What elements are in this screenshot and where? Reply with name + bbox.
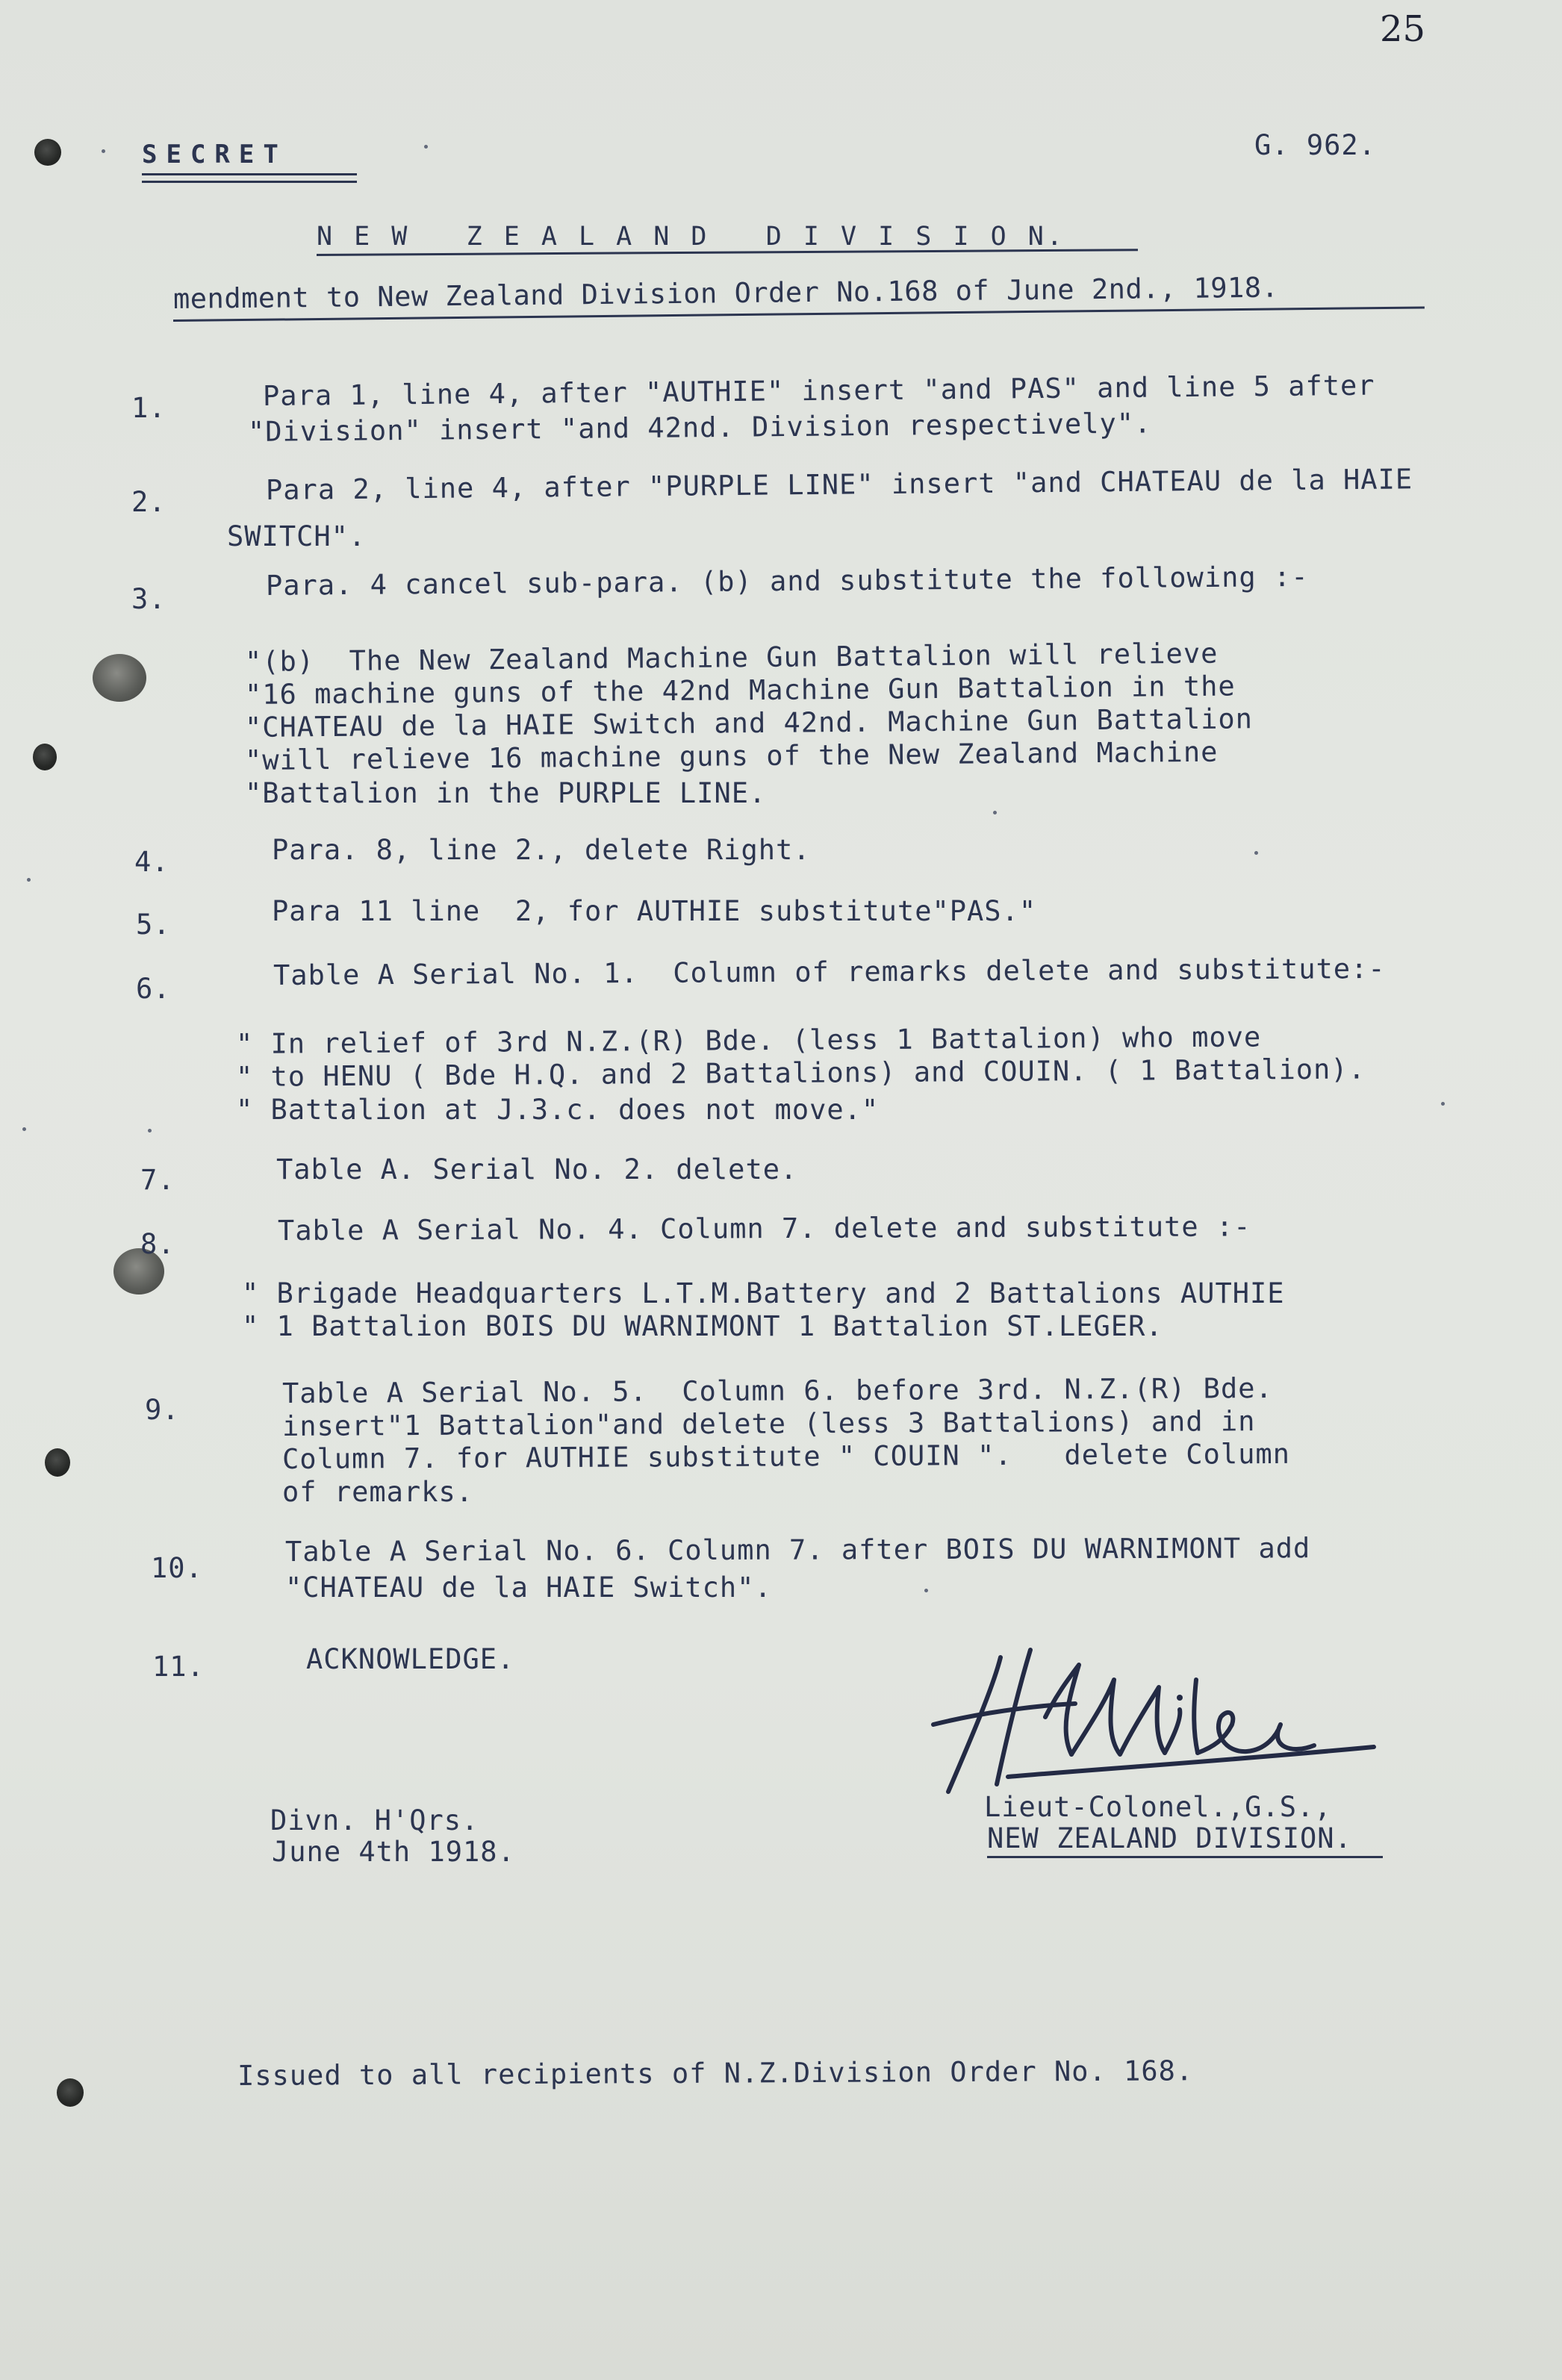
item-number: 7. xyxy=(140,1164,175,1196)
item-number: 10. xyxy=(151,1552,203,1584)
issued-place: Divn. H'Qrs. xyxy=(270,1804,479,1837)
ink-speck xyxy=(1254,851,1258,855)
signatory-unit: NEW ZEALAND DIVISION. xyxy=(987,1822,1352,1854)
handwritten-signature xyxy=(918,1635,1396,1807)
ink-speck xyxy=(924,1589,928,1592)
punch-hole xyxy=(57,2078,84,2107)
item-number: 6. xyxy=(136,973,171,1005)
item-text-line: Table A Serial No. 6. Column 7. after BOIS DU WARNIMONT add xyxy=(284,1532,1311,1568)
item-text-line: Table A Serial No. 4. Column 7. delete and substitute :- xyxy=(277,1210,1251,1247)
classification-label: SECRET xyxy=(142,140,287,169)
quoted-line: "CHATEAU de la HAIE Switch and 42nd. Machine Gun Battalion xyxy=(244,703,1254,744)
reference-number: G. 962. xyxy=(1254,129,1376,161)
item-number: 3. xyxy=(131,583,167,615)
quoted-line: " 1 Battalion BOIS DU WARNIMONT 1 Battalion ST.LEGER. xyxy=(242,1310,1163,1342)
item-text-line: Table A Serial No. 1. Column of remarks delete and substitute:- xyxy=(273,952,1386,991)
ink-speck xyxy=(27,878,31,882)
item-number: 9. xyxy=(145,1394,180,1426)
item-number: 4. xyxy=(134,846,169,878)
item-text-line: Table A. Serial No. 2. delete. xyxy=(276,1153,798,1186)
item-text-line: Column 7. for AUTHIE substitute " COUIN ". delete Column xyxy=(281,1437,1291,1475)
item-number: 2. xyxy=(131,486,167,518)
ink-speck xyxy=(424,145,428,149)
item-text-line: Para. 8, line 2., delete Right. xyxy=(272,834,811,866)
ink-speck xyxy=(993,811,997,814)
signatory-underline xyxy=(987,1856,1383,1858)
punch-hole xyxy=(33,744,57,770)
item-text-line: of remarks. xyxy=(282,1476,474,1508)
item-text-line: SWITCH". xyxy=(227,520,367,552)
signatory-rank: Lieut-Colonel.,G.S., xyxy=(984,1791,1332,1823)
item-number: 11. xyxy=(152,1651,205,1683)
quoted-line: " Brigade Headquarters L.T.M.Battery and 2 Battalions AUTHIE xyxy=(242,1277,1285,1309)
ink-speck xyxy=(148,1129,152,1133)
item-text-line: insert"1 Battalion"and delete (less 3 Battalions) and in xyxy=(281,1405,1256,1442)
distribution-note: Issued to all recipients of N.Z.Division Order No. 168. xyxy=(237,2055,1194,2092)
ink-speck xyxy=(102,149,105,153)
item-text-line: ACKNOWLEDGE. xyxy=(306,1643,515,1675)
quoted-line: " to HENU ( Bde H.Q. and 2 Battalions) and COUIN. ( 1 Battalion). xyxy=(235,1053,1366,1093)
item-number: 8. xyxy=(140,1228,175,1260)
document-subheading: mendment to New Zealand Division Order No.168 of June 2nd., 1918. xyxy=(172,271,1279,315)
item-text-line: Para 11 line 2, for AUTHIE substitute"PAS." xyxy=(272,895,1037,927)
punch-hole xyxy=(34,139,61,166)
quoted-line: "Battalion in the PURPLE LINE. xyxy=(245,777,767,809)
ink-speck xyxy=(1441,1102,1445,1106)
item-text-line: "Division" insert "and 42nd. Division respectively". xyxy=(247,407,1152,448)
item-text-line: Para 1, line 4, after "AUTHIE" insert "and PAS" and line 5 after xyxy=(262,369,1375,412)
page-number: 25 xyxy=(1380,8,1426,50)
quoted-line: "16 machine guns of the 42nd Machine Gun Battalion in the xyxy=(244,670,1236,711)
item-text-line: "CHATEAU de la HAIE Switch". xyxy=(285,1571,772,1604)
quoted-line: " In relief of 3rd N.Z.(R) Bde. (less 1 Battalion) who move xyxy=(235,1021,1262,1060)
item-text-line: Para 2, line 4, after "PURPLE LINE" insert "and CHATEAU de la HAIE xyxy=(265,463,1413,506)
quoted-line: "will relieve 16 machine guns of the New Zealand Machine xyxy=(244,735,1219,776)
quoted-line: " Battalion at J.3.c. does not move." xyxy=(236,1094,880,1126)
document-heading: N E W Z E A L A N D D I V I S I O N. xyxy=(317,222,1065,252)
item-text-line: Para. 4 cancel sub-para. (b) and substitute the following :- xyxy=(265,560,1309,602)
quoted-line: "(b) The New Zealand Machine Gun Battalion will relieve xyxy=(244,637,1219,678)
item-number: 1. xyxy=(131,392,167,424)
item-text-line: Table A Serial No. 5. Column 6. before 3rd. N.Z.(R) Bde. xyxy=(281,1372,1273,1409)
punch-hole xyxy=(45,1448,70,1477)
issued-date: June 4th 1918. xyxy=(272,1836,515,1868)
item-number: 5. xyxy=(136,909,171,941)
punch-hole xyxy=(93,654,146,702)
ink-speck xyxy=(22,1127,26,1131)
classification-underline xyxy=(142,181,357,183)
classification-underline xyxy=(142,173,357,175)
